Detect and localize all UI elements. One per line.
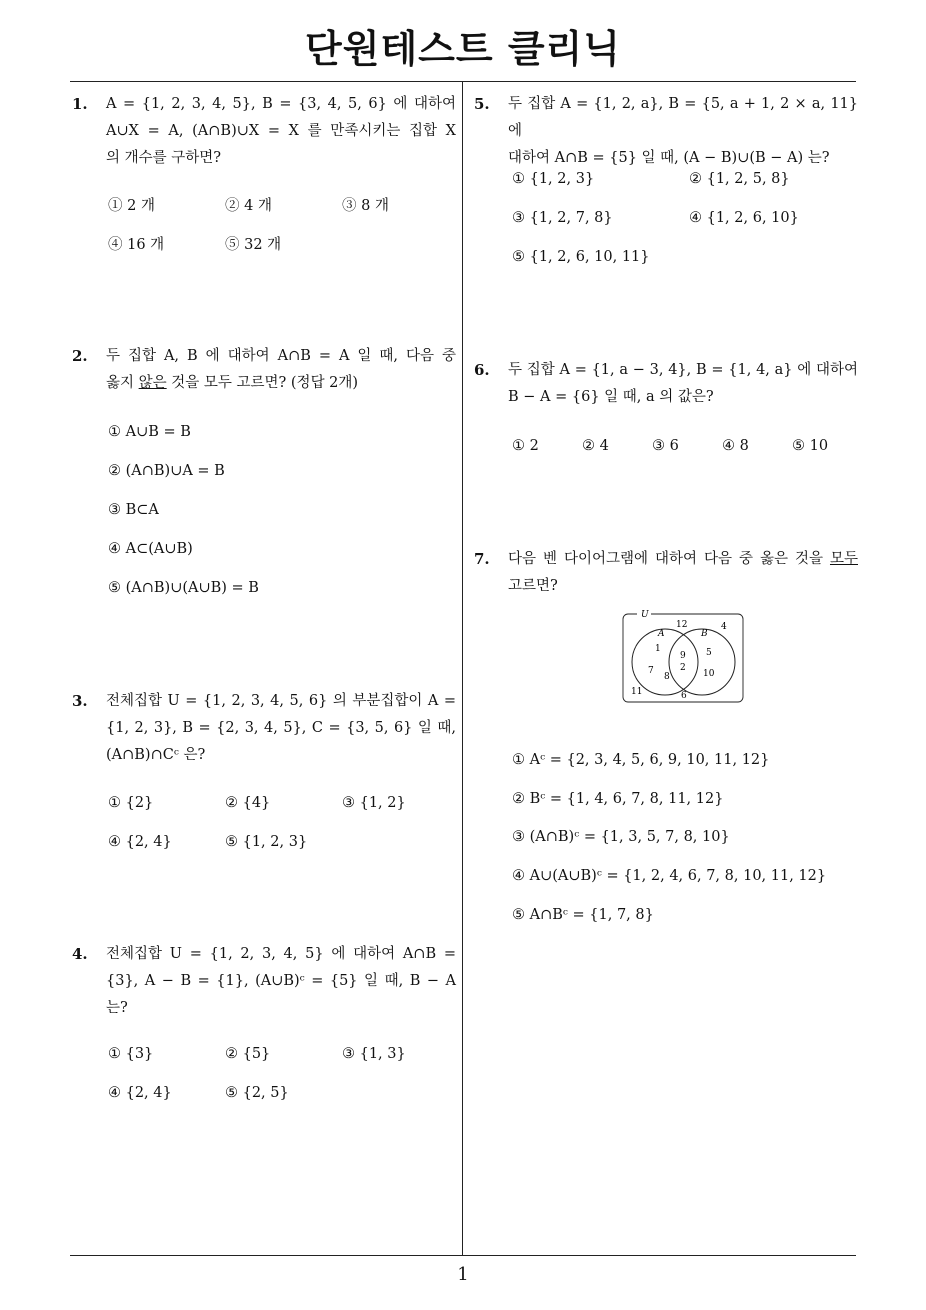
question-number: 7. xyxy=(474,550,490,568)
venn-label-a: A xyxy=(658,629,665,639)
question-text xyxy=(106,343,456,397)
option-2[interactable]: ② Bᶜ = {1, 4, 6, 7, 8, 11, 12} xyxy=(512,791,724,807)
question-number: 6. xyxy=(474,361,490,379)
question-line: {3}, A − B = {1}, (A∪B)ᶜ = {5} 일 때, B − A xyxy=(106,973,456,989)
option-1[interactable]: ① Aᶜ = {2, 3, 4, 5, 6, 9, 10, 11, 12} xyxy=(512,752,770,768)
question-line: 전체집합 U = {1, 2, 3, 4, 5} 에 대하여 A∩B = xyxy=(106,946,456,962)
option-5[interactable]: ⑤ 32 개 xyxy=(225,237,282,253)
venn-number: 6 xyxy=(681,691,687,701)
option-5[interactable]: ⑤ {1, 2, 3} xyxy=(225,834,308,850)
question-line xyxy=(508,546,858,573)
option-3[interactable]: ③ 8 개 xyxy=(342,198,389,214)
option-4[interactable]: ④ {2, 4} xyxy=(108,1085,172,1101)
option-2[interactable]: ② {4} xyxy=(225,795,271,811)
option-1[interactable]: ① 2 xyxy=(512,438,539,454)
question-line xyxy=(106,370,456,397)
venn-number: 4 xyxy=(721,622,727,632)
venn-number: 7 xyxy=(648,666,654,676)
venn-number: 10 xyxy=(703,669,715,679)
option-5[interactable]: ⑤ {2, 5} xyxy=(225,1085,289,1101)
option-1[interactable]: ① {3} xyxy=(108,1046,154,1062)
question-number: 1. xyxy=(72,95,88,113)
question-line: A∪X = A, (A∩B)∪X = X 를 만족시키는 집합 X xyxy=(106,123,456,139)
option-2[interactable]: ② {1, 2, 5, 8} xyxy=(689,171,790,187)
question-line: 전체집합 U = {1, 2, 3, 4, 5, 6} 의 부분집합이 A = xyxy=(106,693,456,709)
question-6 xyxy=(474,357,858,411)
set-a-circle xyxy=(632,629,698,695)
option-5[interactable]: ⑤ (A∩B)∪(A∪B) = B xyxy=(108,580,259,596)
venn-label-u: U xyxy=(641,610,649,620)
venn-diagram xyxy=(622,608,744,704)
question-number: 4. xyxy=(72,945,88,963)
option-5[interactable]: ⑤ A∩Bᶜ = {1, 7, 8} xyxy=(512,907,654,923)
underlined-word: 모두 xyxy=(829,551,858,567)
question-text xyxy=(508,91,858,172)
option-3[interactable]: ③ {1, 2, 7, 8} xyxy=(512,210,613,226)
option-3[interactable]: ③ {1, 2} xyxy=(342,795,406,811)
question-number: 5. xyxy=(474,95,490,113)
option-3[interactable]: ③ {1, 3} xyxy=(342,1046,406,1062)
option-4[interactable]: ④ {2, 4} xyxy=(108,834,172,850)
question-text xyxy=(106,688,456,769)
venn-label-b: B xyxy=(701,629,708,639)
venn-number: 5 xyxy=(706,648,712,658)
option-3[interactable]: ③ 6 xyxy=(652,438,679,454)
question-line: 고르면? xyxy=(508,578,558,594)
underlined-word: 않은 xyxy=(138,375,167,391)
option-1[interactable]: ① A∪B = B xyxy=(108,424,191,440)
option-5[interactable]: ⑤ {1, 2, 6, 10, 11} xyxy=(512,249,650,265)
top-rule xyxy=(70,81,856,82)
option-4[interactable]: ④ A⊂(A∪B) xyxy=(108,541,193,557)
venn-number: 11 xyxy=(631,687,643,697)
venn-number: 8 xyxy=(664,672,670,682)
option-1[interactable]: ① {1, 2, 3} xyxy=(512,171,595,187)
question-7 xyxy=(474,546,858,600)
question-text-fragment: 다음 벤 다이어그램에 대하여 다음 중 옳은 것을 xyxy=(508,551,830,567)
question-line: 두 집합 A = {1, a − 3, 4}, B = {1, 4, a} 에 대하여 xyxy=(508,362,858,378)
question-line: 대하여 A∩B = {5} 일 때, (A − B)∪(B − A) 는? xyxy=(508,150,830,166)
question-line: 의 개수를 구하면? xyxy=(106,150,222,166)
option-4[interactable]: ④ {1, 2, 6, 10} xyxy=(689,210,799,226)
venn-number: 12 xyxy=(676,620,688,630)
option-2[interactable]: ② {5} xyxy=(225,1046,271,1062)
question-text xyxy=(106,941,456,1022)
question-line: A = {1, 2, 3, 4, 5}, B = {3, 4, 5, 6} 에 대하여 xyxy=(106,96,456,112)
page-title: 단원테스트 클리닉 xyxy=(305,27,621,71)
question-text xyxy=(106,91,456,172)
option-1[interactable]: ① 2 개 xyxy=(108,198,155,214)
question-line: B − A = {6} 일 때, a 의 값은? xyxy=(508,389,714,405)
question-text xyxy=(508,546,858,600)
question-3 xyxy=(72,688,456,769)
question-4 xyxy=(72,941,456,1022)
option-2[interactable]: ② 4 개 xyxy=(225,198,272,214)
venn-number: 2 xyxy=(680,663,686,673)
option-3[interactable]: ③ (A∩B)ᶜ = {1, 3, 5, 7, 8, 10} xyxy=(512,829,730,845)
question-line: 두 집합 A = {1, 2, a}, B = {5, a + 1, 2 × a, 11} 에 xyxy=(508,96,858,139)
question-number: 2. xyxy=(72,347,88,365)
option-1[interactable]: ① {2} xyxy=(108,795,154,811)
column-divider xyxy=(462,82,463,1256)
question-2 xyxy=(72,343,456,397)
question-text-fragment: 옳지 xyxy=(106,375,139,391)
option-2[interactable]: ② 4 xyxy=(582,438,609,454)
page-number: 1 xyxy=(457,1264,469,1285)
venn-number: 9 xyxy=(680,651,686,661)
option-2[interactable]: ② (A∩B)∪A = B xyxy=(108,463,225,479)
question-number: 3. xyxy=(72,692,88,710)
question-1 xyxy=(72,91,456,172)
bottom-rule xyxy=(70,1255,856,1256)
option-5[interactable]: ⑤ 10 xyxy=(792,438,829,454)
option-4[interactable]: ④ A∪(A∪B)ᶜ = {1, 2, 4, 6, 7, 8, 10, 11, 12} xyxy=(512,868,827,884)
option-4[interactable]: ④ 16 개 xyxy=(108,237,165,253)
option-4[interactable]: ④ 8 xyxy=(722,438,749,454)
question-line: (A∩B)∩Cᶜ 은? xyxy=(106,747,206,763)
question-text-fragment: 것을 모두 고르면? (정답 2개) xyxy=(166,375,359,391)
question-5 xyxy=(474,91,858,172)
question-line: 는? xyxy=(106,1000,128,1016)
question-line: 두 집합 A, B 에 대하여 A∩B = A 일 때, 다음 중 xyxy=(106,348,456,364)
venn-number: 1 xyxy=(655,644,661,654)
question-text xyxy=(508,357,858,411)
question-line: {1, 2, 3}, B = {2, 3, 4, 5}, C = {3, 5, 6} 일 때, xyxy=(106,720,456,736)
option-3[interactable]: ③ B⊂A xyxy=(108,502,159,518)
